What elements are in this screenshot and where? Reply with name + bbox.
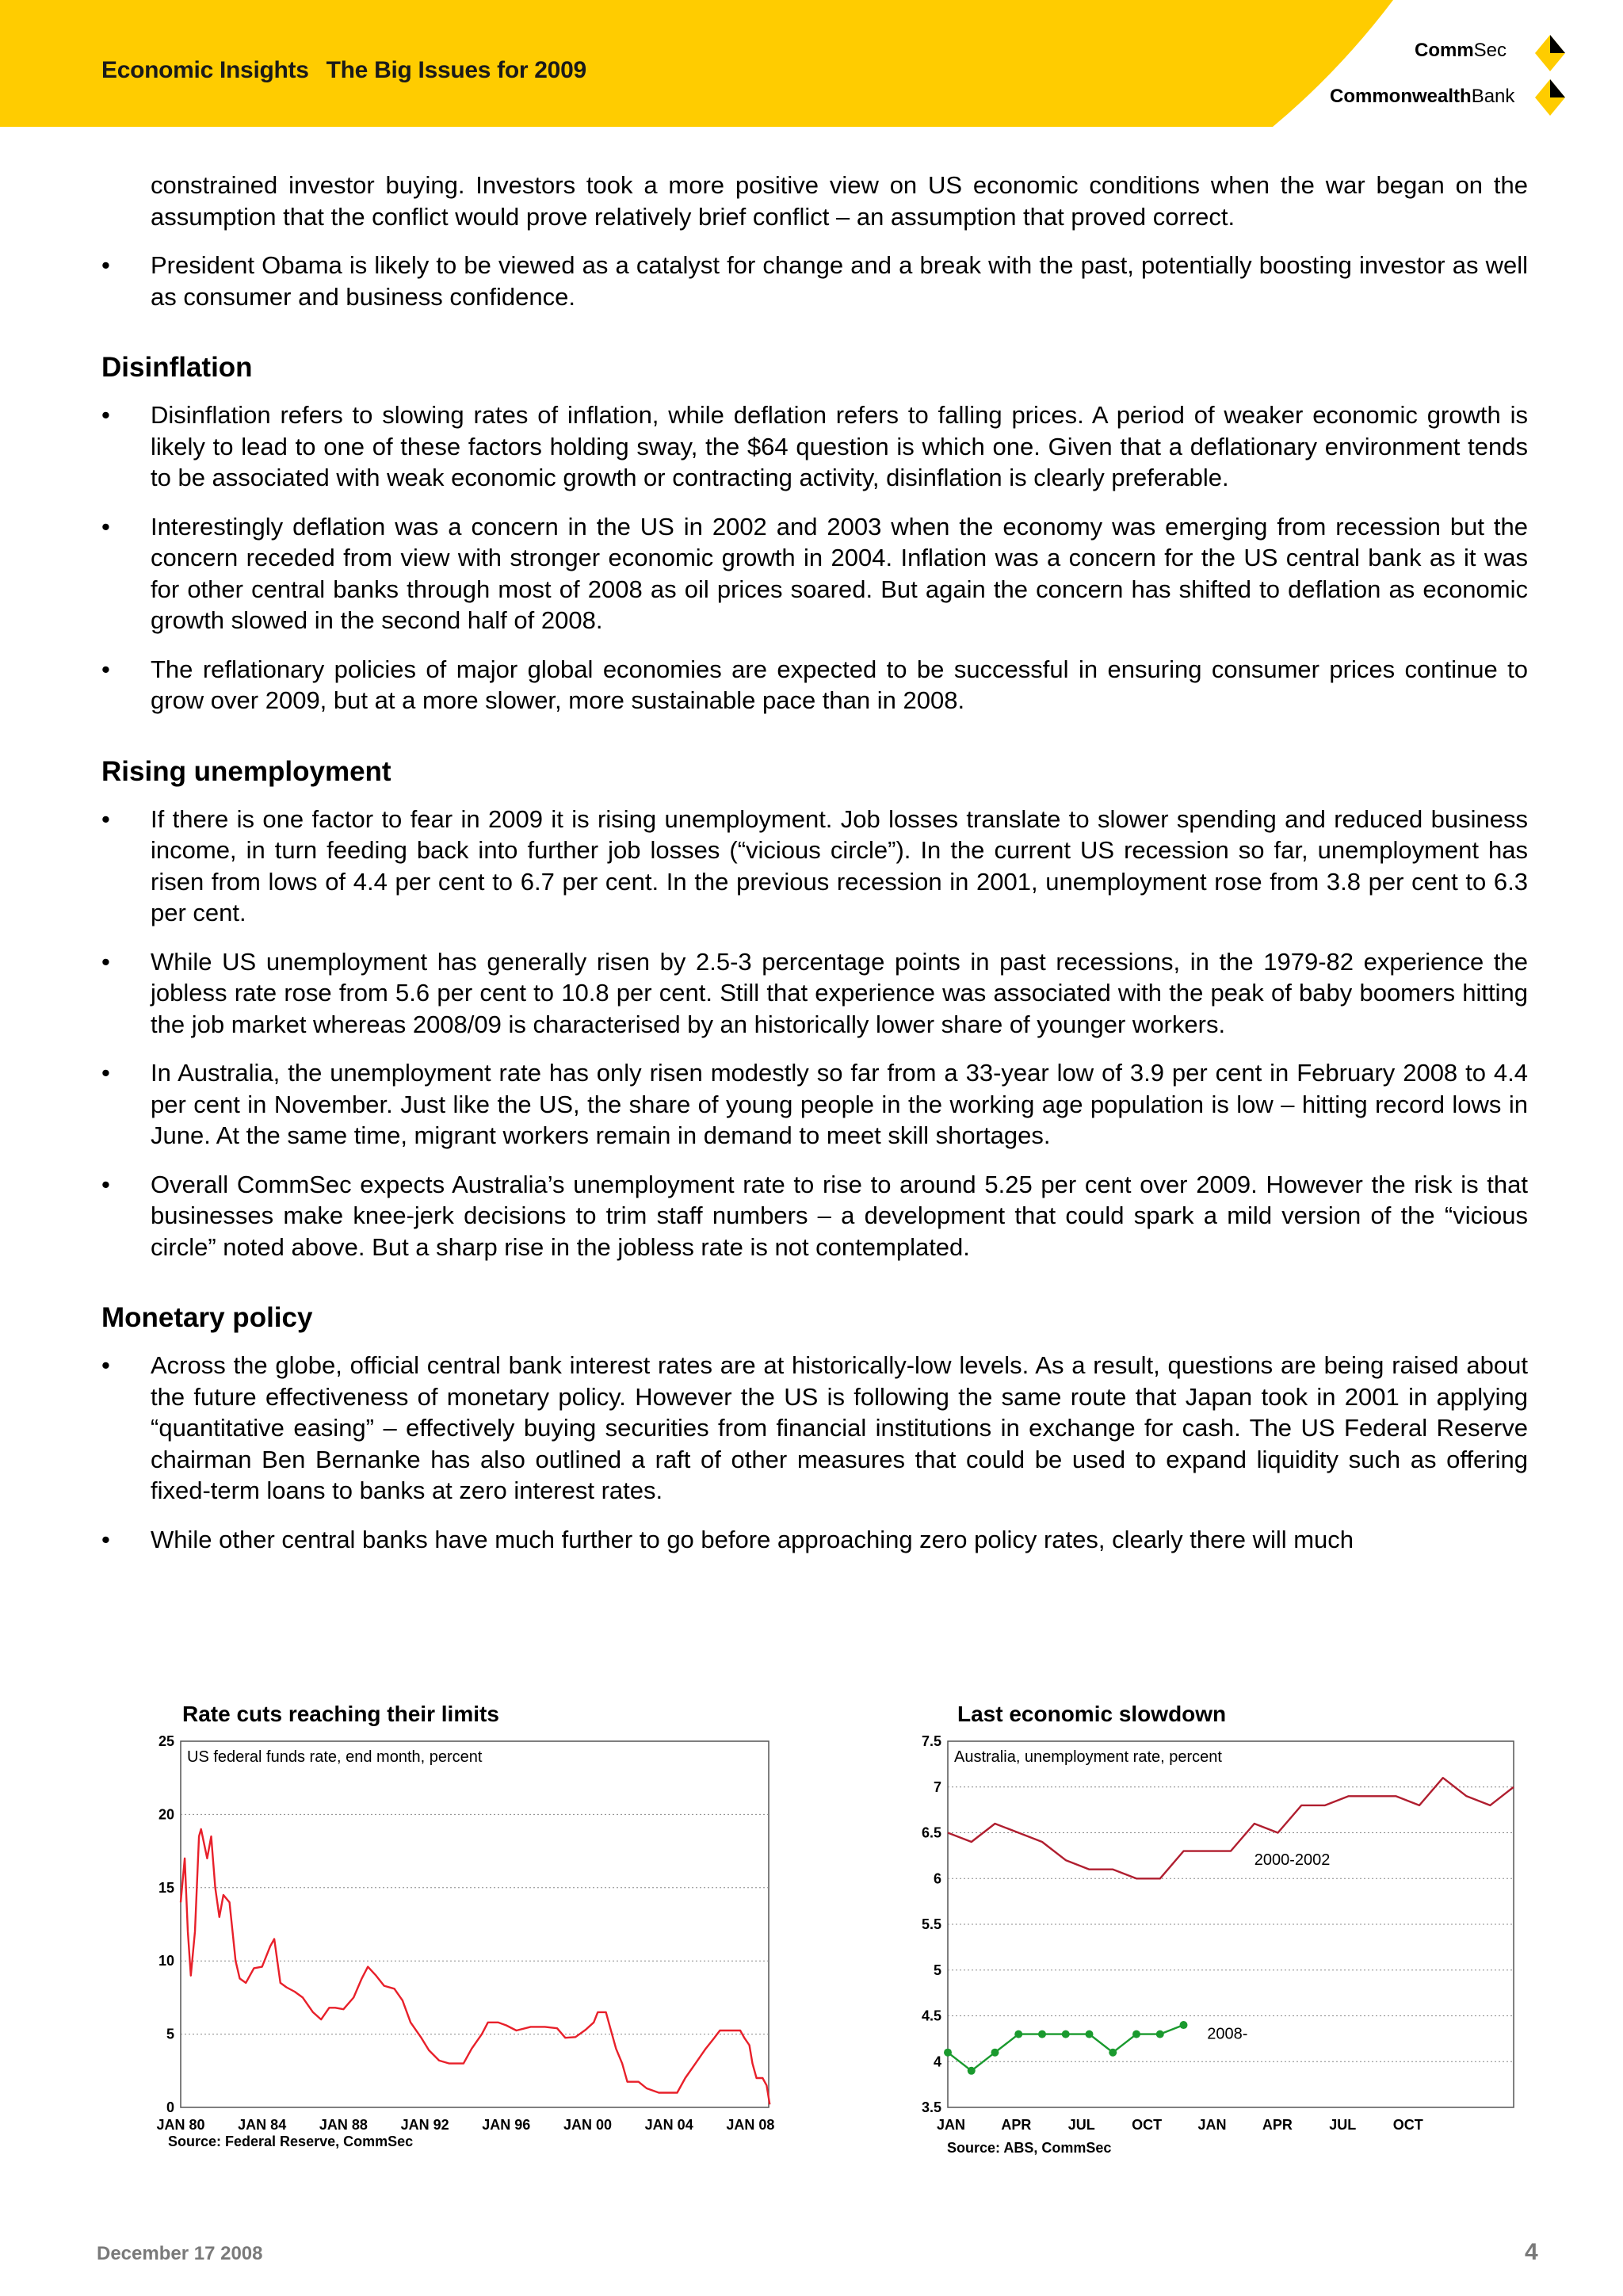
y-tick-label: 7.5 <box>921 1733 941 1749</box>
bullet-dot-icon: • <box>101 655 110 683</box>
x-tick-label: JAN 00 <box>563 2117 613 2133</box>
bullet-dot-icon: • <box>101 947 110 976</box>
chart1-title: Rate cuts reaching their limits <box>182 1702 499 1726</box>
bullet-item: • In Australia, the unemployment rate has only risen modestly so far from a 33-year low of 3.9 per cent in February 2008 to 4.4 per cent in November. Just like the US, the share of young people in the working age population is low – hitting record lows in June. At the same time, migrant workers remain in demand to meet skill shortages. <box>101 1059 1528 1149</box>
commonwealth-bank-logo: CommonwealthBank <box>1330 86 1515 107</box>
bullet-item: • President Obama is likely to be viewed as a catalyst for change and a break with the past, potentially boosting investor as well as consumer and business confidence. <box>101 251 1528 311</box>
x-tick-label: OCT <box>1132 2117 1163 2133</box>
chart2-source: Source: ABS, CommSec <box>947 2140 1112 2156</box>
x-tick-label: JAN 92 <box>400 2117 449 2133</box>
x-tick-label: JAN 96 <box>482 2117 531 2133</box>
x-tick-label: JAN <box>1197 2117 1227 2133</box>
x-tick-label: JAN 04 <box>644 2117 693 2133</box>
x-tick-label: JAN 80 <box>156 2117 205 2133</box>
bullet-item: • If there is one factor to fear in 2009 it is rising unemployment. Job losses translate to slower spending and reduced business income, in turn feeding back into further job losses (“vicious circle”). In the current US recession so far, unemployment has risen from lows of 4.4 per cent to 6.7 per cent. In the previous recession in 2001, unemployment rose from 3.8 per cent to 6.3 per cent. <box>101 804 1528 926</box>
x-tick-label: APR <box>1262 2117 1293 2133</box>
y-tick-label: 5 <box>166 2026 174 2042</box>
x-tick-label: JAN 88 <box>319 2117 368 2133</box>
y-tick-label: 6.5 <box>921 1824 941 1841</box>
y-tick-label: 5.5 <box>921 1916 941 1932</box>
article-body <box>101 170 1528 1572</box>
bullet-dot-icon: • <box>101 401 110 429</box>
y-tick-label: 0 <box>166 2099 174 2115</box>
bullet-dot-icon: • <box>101 1059 110 1087</box>
y-tick-label: 20 <box>158 1806 174 1823</box>
data-point <box>1156 2030 1164 2038</box>
bullet-item: • Disinflation refers to slowing rates of inflation, while deflation refers to falling prices. A period of weaker economic growth is likely to lead to one of these factors holding sway, the $64 question is which one. Given that a deflationary environment tends to be associated with weak economic growth or contracting activity, disinflation is clearly preferable. <box>101 401 1528 491</box>
data-point <box>1132 2030 1140 2038</box>
footer-date: December 17 2008 <box>97 2243 263 2264</box>
data-point <box>1086 2030 1094 2038</box>
y-tick-label: 7 <box>933 1778 941 1795</box>
y-tick-label: 3.5 <box>921 2099 941 2115</box>
continued-paragraph: constrained investor buying. Investors took a more positive view on US economic conditions when the war began on the assumption that the conflict would prove relatively brief conflict – an assumption that proved correct. <box>151 171 1528 231</box>
bullet-item: • Overall CommSec expects Australia’s unemployment rate to rise to around 5.25 per cent over 2009. However the risk is that businesses make knee-jerk decisions to trim staff numbers – a development that could spark a mild version of the “vicious circle” noted above. But a sharp rise in the jobless rate is not contemplated. <box>101 1170 1528 1261</box>
series-label-2000-2002: 2000-2002 <box>1254 1851 1331 1869</box>
x-tick-label: OCT <box>1392 2117 1423 2133</box>
bullet-item: • The reflationary policies of major global economies are expected to be successful in ensuring consumer prices continue to grow over 2009, but at a more slower, more sustainable pace than in 2008. <box>101 655 1528 714</box>
y-tick-label: 10 <box>158 1953 174 1969</box>
data-point <box>1038 2030 1046 2038</box>
data-point <box>991 2049 999 2057</box>
bullet-dot-icon: • <box>101 251 110 279</box>
data-point <box>1014 2030 1022 2038</box>
bullet-dot-icon: • <box>101 1170 110 1198</box>
bullet-dot-icon: • <box>101 1351 110 1379</box>
chart-fed-funds-rate <box>143 1724 777 2144</box>
chart-aus-unemployment <box>910 1724 1544 2144</box>
section-heading-disinflation: Disinflation <box>101 352 253 383</box>
data-point <box>1062 2030 1070 2038</box>
commsec-logo: CommSec <box>1415 40 1507 61</box>
report-title: The Big Issues for 2009 <box>326 57 586 83</box>
x-tick-label: JAN 84 <box>238 2117 287 2133</box>
bullet-item: • While US unemployment has generally risen by 2.5-3 percentage points in past recessions, in the 1979-82 experience the jobless rate rose from 5.6 per cent to 10.8 per cent. Still that experience was associated with the peak of baby boomers hitting the job market whereas 2008/09 is characterised by an historically lower share of younger workers. <box>101 947 1528 1038</box>
y-tick-label: 5 <box>933 1962 941 1978</box>
y-tick-label: 25 <box>158 1733 174 1749</box>
x-tick-label: JUL <box>1329 2117 1357 2133</box>
data-point <box>1109 2049 1117 2057</box>
report-name: Economic Insights <box>101 57 309 83</box>
bullet-item: • Interestingly deflation was a concern in the US in 2002 and 2003 when the economy was emerging from recession but the concern receded from view with stronger economic growth in 2004. Inflation was a concern for the US central bank as it was for other central banks through most of 2008 as oil prices soared. But again the concern has shifted to deflation as economic growth slowed in the second half of 2008. <box>101 512 1528 634</box>
y-tick-label: 6 <box>933 1870 941 1887</box>
chart-subtitle: Australia, unemployment rate, percent <box>954 1748 1222 1766</box>
data-point <box>1180 2021 1188 2029</box>
x-tick-label: JAN 08 <box>726 2117 775 2133</box>
page-number: 4 <box>1525 2239 1538 2265</box>
section-heading-monetary-policy: Monetary policy <box>101 1302 313 1333</box>
cba-diamond-icon <box>1533 78 1567 117</box>
chart2-title: Last economic slowdown <box>957 1702 1227 1726</box>
data-point <box>944 2049 952 2057</box>
y-tick-label: 15 <box>158 1879 174 1896</box>
y-tick-label: 4.5 <box>921 2008 941 2024</box>
bullet-item: • While other central banks have much further to go before approaching zero policy rates, clearly there will much <box>101 1524 1528 1556</box>
plot-area <box>181 1741 769 2107</box>
y-tick-label: 4 <box>933 2053 941 2070</box>
section-heading-rising-unemployment: Rising unemployment <box>101 755 391 787</box>
chart-subtitle: US federal funds rate, end month, percent <box>187 1748 483 1766</box>
header-title <box>101 57 586 84</box>
x-tick-label: JAN <box>936 2117 966 2133</box>
x-tick-label: JUL <box>1067 2117 1095 2133</box>
bullet-dot-icon: • <box>101 512 110 541</box>
data-point <box>968 2067 976 2075</box>
series-label-2008: 2008- <box>1207 2025 1248 2043</box>
bullet-dot-icon: • <box>101 804 110 833</box>
chart1-source: Source: Federal Reserve, CommSec <box>168 2134 414 2149</box>
commsec-diamond-icon <box>1533 33 1567 73</box>
x-tick-label: APR <box>1001 2117 1032 2133</box>
bullet-item: • Across the globe, official central bank interest rates are at historically-low levels. As a result, questions are being raised about the future effectiveness of monetary policy. However the US is following the same route that Japan took in 2001 in applying “quantitative easing” – effectively buying securities from financial institutions in exchange for cash. The US Federal Reserve chairman Ben Bernanke has also outlined a raft of other measures that could be used to expand liquidity such as offering fixed-term loans to banks at zero interest rates. <box>101 1351 1528 1504</box>
bullet-dot-icon: • <box>101 1525 110 1553</box>
